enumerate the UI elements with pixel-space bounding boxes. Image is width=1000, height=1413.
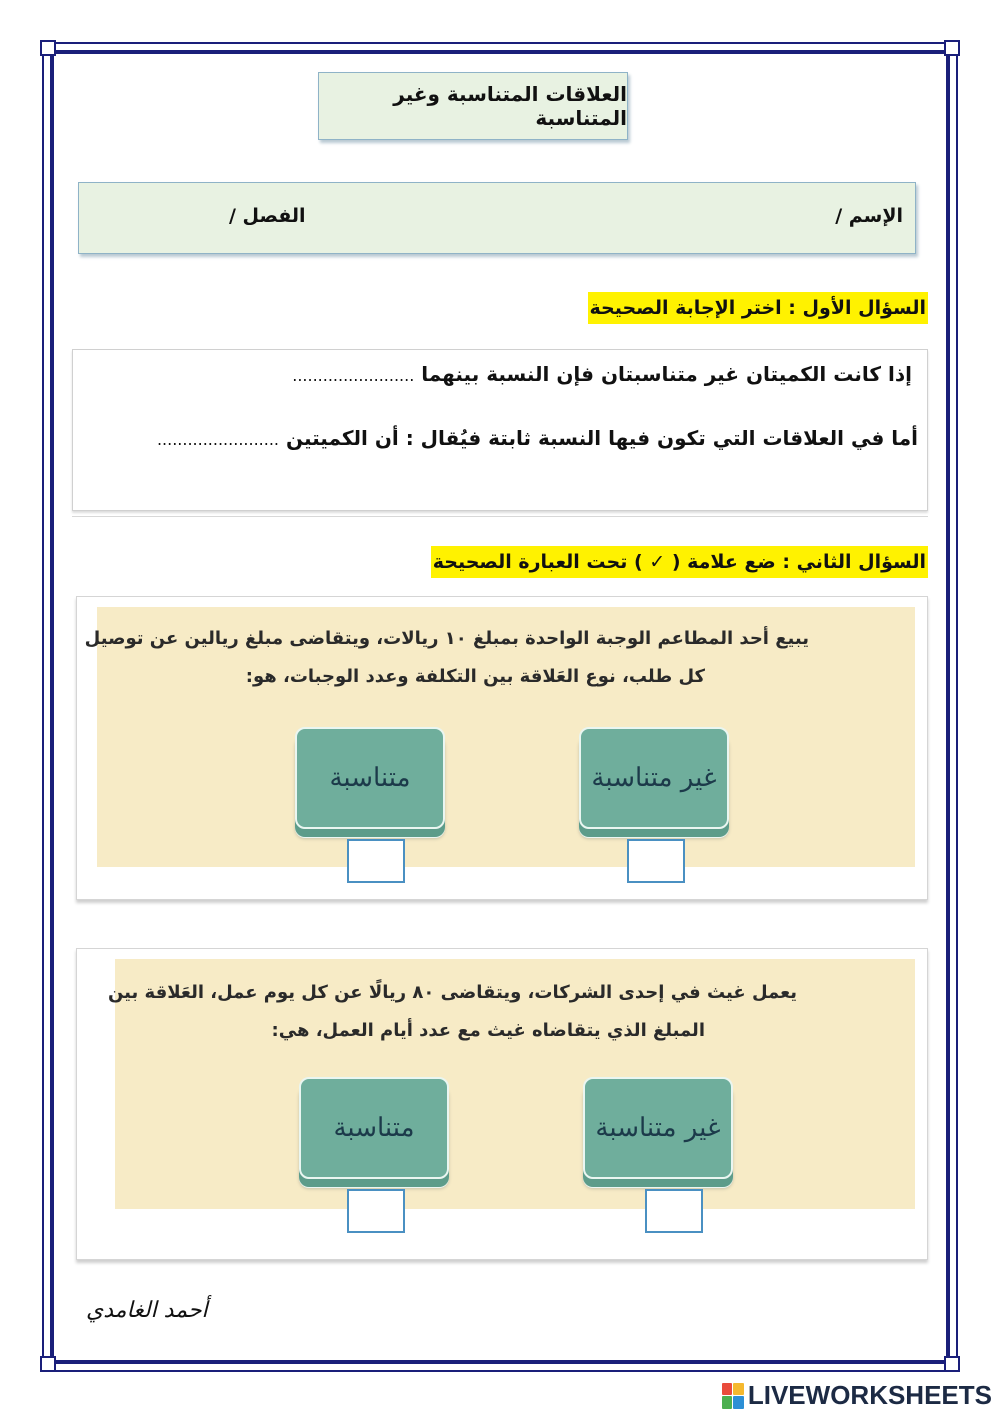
class-label: الفصل /	[229, 205, 306, 227]
question-1-heading-bold: السؤال الأول	[802, 297, 926, 319]
section-divider	[72, 516, 928, 517]
card-2-option-not-proportional-label: غير متناسبة	[595, 1113, 721, 1143]
question-1-line-2-text: أما في العلاقات التي تكون فيها النسبة ثابتة فيُقال : أن الكميتين	[285, 426, 918, 450]
answer-blank-1[interactable]: ........................	[292, 366, 415, 385]
question-1-line-2	[157, 426, 918, 450]
card-1-question-line-1: يبيع أحد المطاعم الوجبة الواحدة بمبلغ ١٠ ريالات، ويتقاضى مبلغ ريالين عن توصيل	[84, 628, 809, 649]
card-2-checkbox-proportional[interactable]	[347, 1189, 405, 1233]
worksheet-title-text: العلاقات المتناسبة وغير المتناسبة	[393, 82, 627, 130]
question-2-heading	[431, 546, 928, 578]
card-1-checkbox-proportional[interactable]	[347, 839, 405, 883]
question-2-card-2	[76, 948, 928, 1260]
worksheet-title	[318, 72, 628, 140]
card-1-option-not-proportional-label: غير متناسبة	[591, 763, 717, 793]
frame-corner-top-left	[40, 40, 56, 56]
liveworksheets-logo-icon	[722, 1383, 744, 1409]
question-2-card-1	[76, 596, 928, 900]
card-1-option-proportional-label: متناسبة	[329, 763, 411, 793]
question-1-line-1-text: إذا كانت الكميتان غير متناسبتان فإن النسبة بينهما	[421, 362, 912, 386]
card-1-checkbox-not-proportional[interactable]	[627, 839, 685, 883]
student-info-box	[78, 182, 916, 254]
card-2-option-proportional-label: متناسبة	[333, 1113, 415, 1143]
liveworksheets-text: LIVEWORKSHEETS	[747, 1380, 992, 1410]
card-1-question-line-2: كل طلب، نوع العَلاقة بين التكلفة وعدد الوجبات، هو:	[245, 666, 705, 687]
question-1-heading-rest: : اختر الإجابة الصحيحة	[589, 297, 803, 319]
frame-corner-top-right	[944, 40, 960, 56]
liveworksheets-watermark	[722, 1380, 992, 1411]
card-2-question-line-2: المبلغ الذي يتقاضاه غيث مع عدد أيام العمل، هي:	[271, 1020, 705, 1041]
card-2-question-line-1: يعمل غيث في إحدى الشركات، ويتقاضى ٨٠ ريالًا عن كل يوم عمل، العَلاقة بين	[107, 982, 797, 1003]
answer-blank-2[interactable]: ........................	[156, 430, 279, 449]
frame-corner-bottom-right	[944, 1356, 960, 1372]
question-2-heading-text: السؤال الثاني : ضع علامة ( ✓ ) تحت العبارة الصحيحة	[432, 551, 926, 573]
question-1-line-1	[292, 362, 912, 386]
card-2-option-not-proportional[interactable]	[583, 1077, 733, 1179]
question-1-heading	[588, 292, 929, 324]
card-2-option-proportional[interactable]	[299, 1077, 449, 1179]
author-signature: أحمد الغامدي	[86, 1298, 208, 1323]
card-2-checkbox-not-proportional[interactable]	[645, 1189, 703, 1233]
name-label: الإسم /	[835, 205, 903, 227]
card-1-option-proportional[interactable]	[295, 727, 445, 829]
frame-corner-bottom-left	[40, 1356, 56, 1372]
card-1-option-not-proportional[interactable]	[579, 727, 729, 829]
